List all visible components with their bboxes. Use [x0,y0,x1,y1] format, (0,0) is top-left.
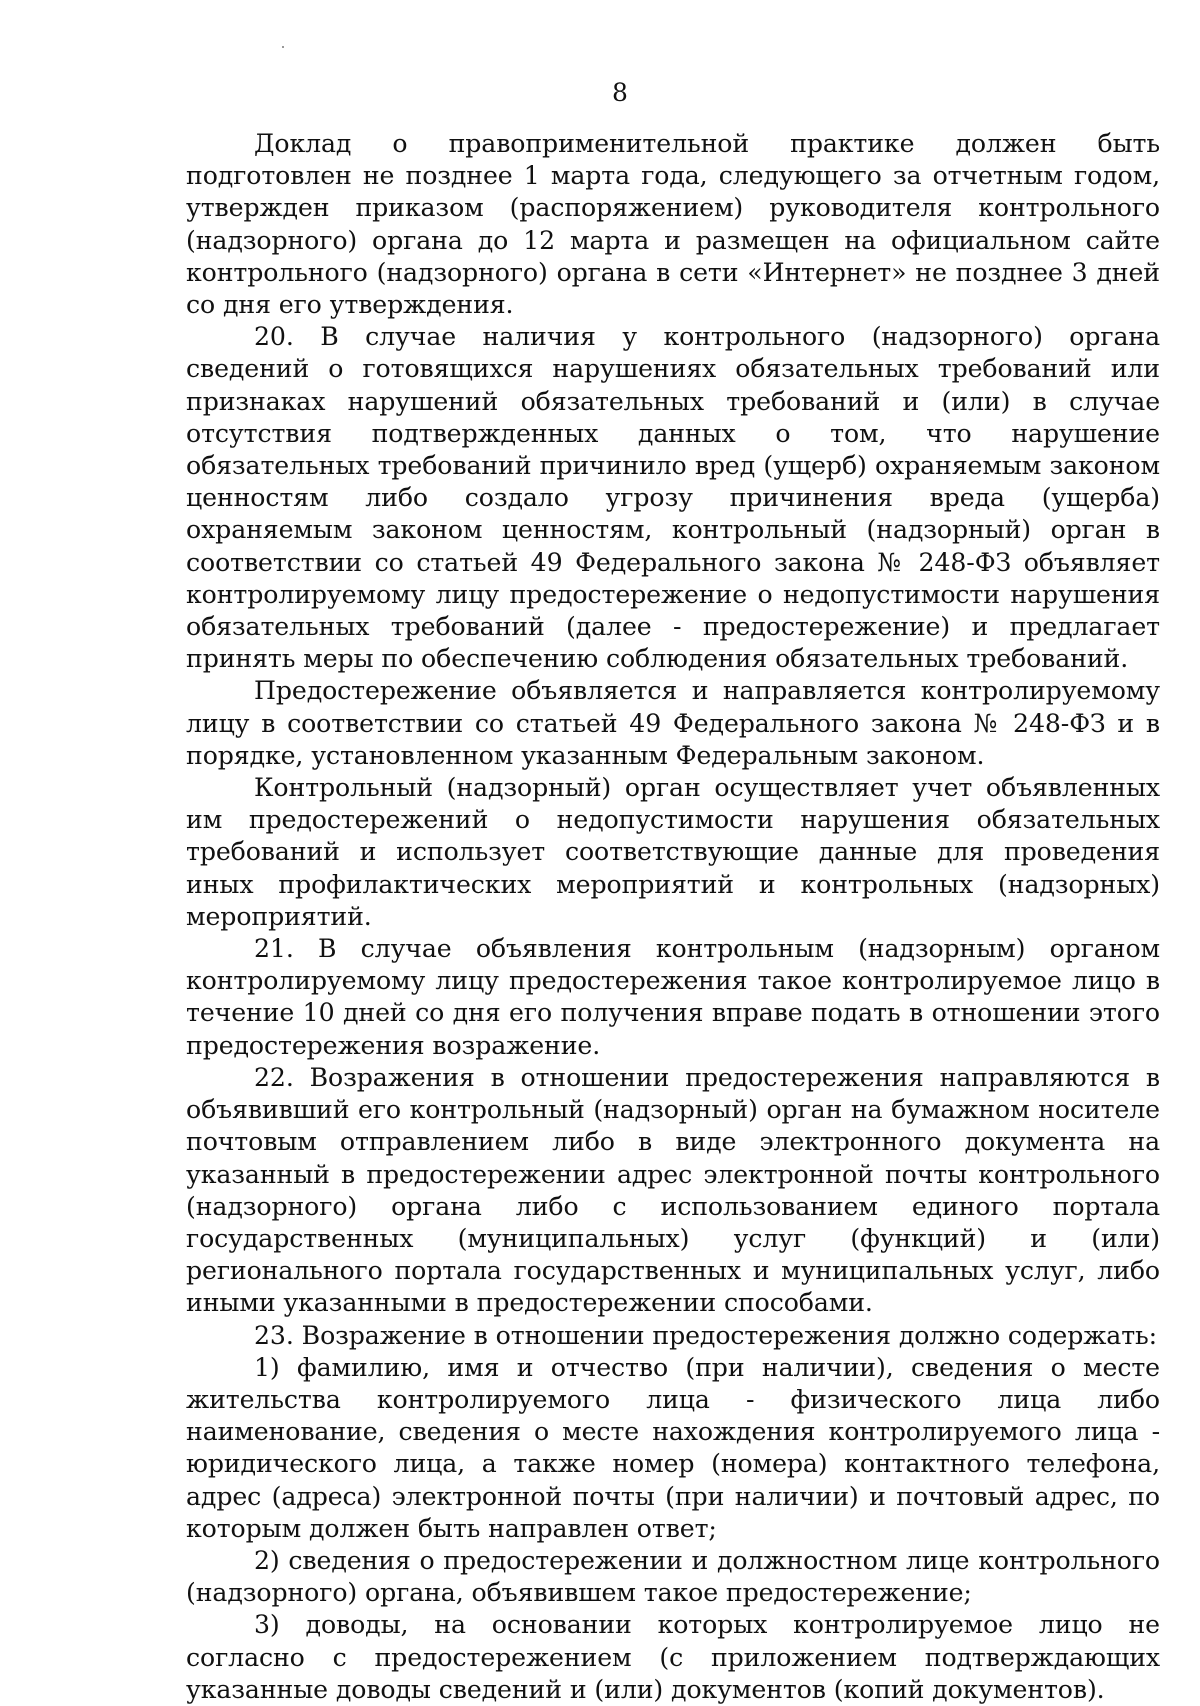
page-number: 8 [612,78,628,107]
paragraph-23-item-3: 3) доводы, на основании которых контролируемое лицо не согласно с предостережением (с приложением подтверждающих указанные доводы сведений и (или) документов (копий документов). [186,1610,1160,1704]
paragraph-report-deadline: Доклад о правоприменительной практике должен быть подготовлен не позднее 1 марта года, следующего за отчетным годом, утвержден приказом (распоряжением) руководителя контрольного (надзорного) органа до 12 марта и размещен на официальном сайте контрольного (надзорного) органа в сети «Интернет» не позднее 3 дней со дня его утверждения. [186,129,1160,320]
document-body [186,128,1160,1706]
paragraph-warning-issuance: Предостережение объявляется и направляется контролируемому лицу в соответствии со статьей 49 Федерального закона № 248-ФЗ и в порядке, установленном указанным Федеральным законом. [186,676,1160,770]
scan-speck [282,46,284,48]
paragraph-warning-accounting: Контрольный (надзорный) орган осуществляет учет объявленных им предостережений о недопустимости нарушения обязательных требований и использует соответствующие данные для проведения иных профилактических мероприятий и контрольных (надзорных) мероприятий. [186,773,1160,931]
paragraph-23: 23. Возражение в отношении предостережения должно содержать: [254,1320,1158,1350]
paragraph-23-item-1: 1) фамилию, имя и отчество (при наличии), сведения о месте жительства контролируемого лица - физического лица либо наименование, сведения о месте нахождения контролируемого лица - юридического лица, а также номер (номера) контактного телефона, адрес (адреса) электронной почты (при наличии) и почтовый адрес, по которым должен быть направлен ответ; [186,1352,1160,1543]
paragraph-21: 21. В случае объявления контрольным (надзорным) органом контролируемому лицу предостережения такое контролируемое лицо в течение 10 дней со дня его получения вправе подать в отношении этого предостережения возражение. [186,934,1160,1060]
paragraph-20: 20. В случае наличия у контрольного (надзорного) органа сведений о готовящихся нарушениях обязательных требований или признаках нарушений обязательных требований и (или) в случае отсутствия подтвержденных данных о том, что нарушение обязательных требований причинило вред (ущерб) охраняемым законом ценностям либо создало угрозу причинения вреда (ущерба) охраняемым законом ценностям, контрольный (надзорный) орган в соответствии со статьей 49 Федерального закона № 248-ФЗ объявляет контролируемому лицу предостережение о недопустимости нарушения обязательных требований (далее - предостережение) и предлагает принять меры по обеспечению соблюдения обязательных требований. [186,322,1160,674]
paragraph-23-item-2: 2) сведения о предостережении и должностном лице контрольного (надзорного) органа, объявившем такое предостережение; [186,1545,1160,1608]
paragraph-22: 22. Возражения в отношении предостережения направляются в объявивший его контрольный (надзорный) орган на бумажном носителе почтовым отправлением либо в виде электронного документа на указанный в предостережении адрес электронной почты контрольного (надзорного) органа либо с использованием единого портала государственных (муниципальных) услуг (функций) и (или) регионального портала государственных и муниципальных услуг, либо иными указанными в предостережении способами. [186,1062,1160,1318]
